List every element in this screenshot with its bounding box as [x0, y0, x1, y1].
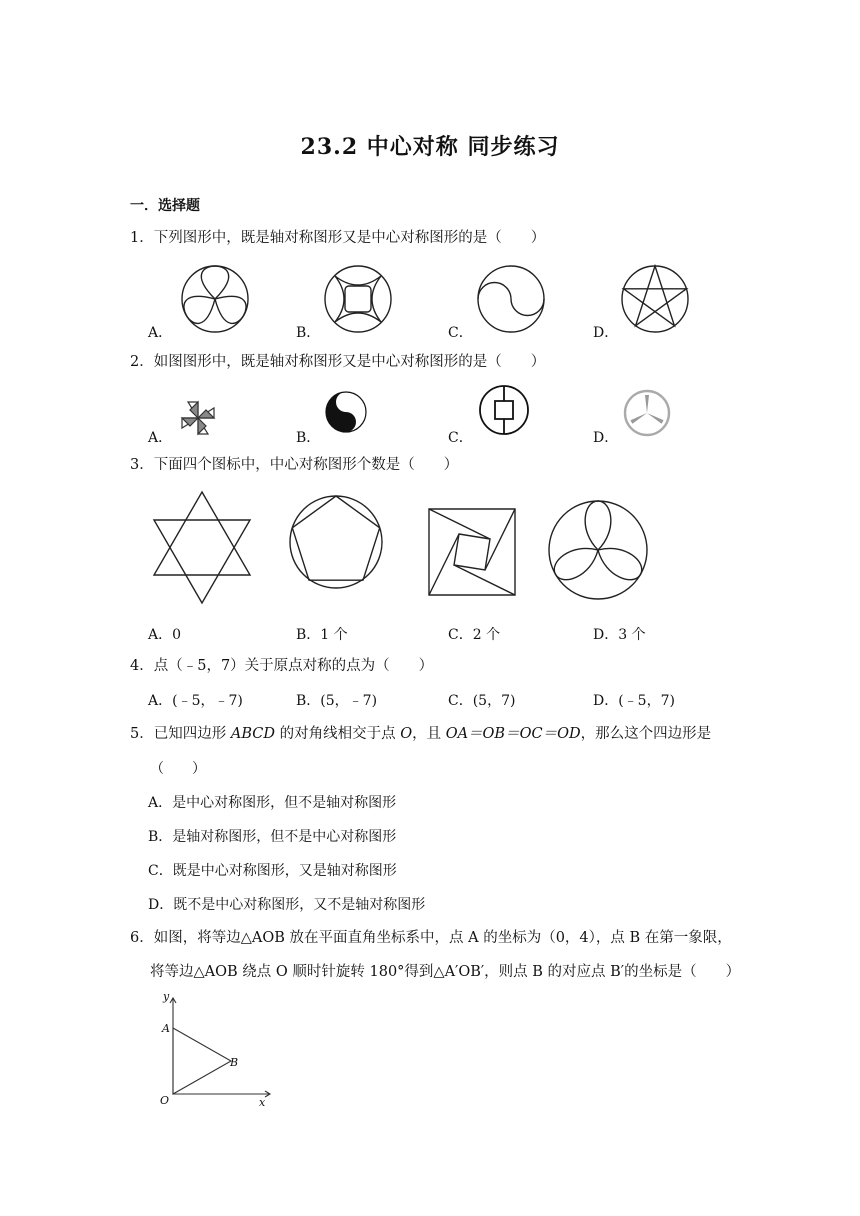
q6-axis-x-label: x [259, 1096, 266, 1109]
q1-option-a: A． [148, 325, 173, 341]
question-6-line-2: 将等边△AOB 绕点 O 顺时针旋转 180°得到△A′OB′，则点 B 的对应点 B′的坐标是（ ） [150, 964, 741, 980]
q2-option-b: B． [296, 430, 321, 446]
q2-option-c: C． [448, 430, 473, 446]
q5-option-b: B．是轴对称图形，但不是中心对称图形 [148, 829, 397, 845]
question-1-stem: 1．下列图形中，既是轴对称图形又是中心对称图形的是（ ） [130, 230, 546, 246]
equal-segments: OA＝OB＝OC＝OD [445, 726, 581, 742]
q4-option-a: A．(﹣5，﹣7) [148, 693, 243, 709]
q2-option-a: A． [148, 430, 173, 446]
q3-option-d: D．3 个 [593, 627, 646, 643]
q3-option-c: C．2 个 [448, 627, 501, 643]
q4-option-d: D．(﹣5，7) [593, 693, 675, 709]
q1-option-b: B． [296, 325, 321, 341]
question-2-stem: 2．如图图形中，既是轴对称图形又是中心对称图形的是（ ） [130, 354, 546, 370]
q5-answer-paren: （ ） [150, 761, 206, 777]
q5-option-a: A．是中心对称图形，但不是轴对称图形 [148, 795, 397, 811]
q3-figure-square-pinwheel [428, 508, 516, 596]
q1-option-d: D． [593, 325, 619, 341]
q4-option-c: C．(5，7) [448, 693, 516, 709]
q6-origin-label: O [160, 1094, 170, 1107]
q3-option-b: B．1 个 [296, 627, 348, 643]
q5-option-c: C．既是中心对称图形，又是轴对称图形 [148, 863, 397, 879]
q6-point-a-label: A [162, 1022, 170, 1035]
q3-figure-pentagon-circle [288, 494, 384, 590]
q1-option-c: C． [448, 325, 473, 341]
q2-figure-b [325, 391, 367, 433]
q1-figure-d [620, 264, 690, 334]
q3-option-a: A．0 [148, 627, 182, 643]
q4-option-b: B．(5，﹣7) [296, 693, 378, 709]
q1-figure-a [180, 264, 250, 334]
q2-figure-a [180, 400, 216, 436]
q5-option-d: D．既不是中心对称图形，又不是轴对称图形 [148, 897, 426, 913]
q6-axis-y-label: y [163, 990, 170, 1003]
question-3-stem: 3．下面四个图标中，中心对称图形个数是（ ） [130, 457, 459, 473]
q2-option-d: D． [593, 430, 619, 446]
question-5-stem: 5．已知四边形 ABCD 的对角线相交于点 O，且 OA＝OB＝OC＝OD，那么这个四边形是 [130, 726, 712, 742]
q1-figure-b [323, 264, 393, 334]
quad-abcd: ABCD [230, 726, 275, 742]
question-4-stem: 4．点（﹣5，7）关于原点对称的点为（ ） [130, 658, 434, 674]
point-o: O [400, 726, 413, 742]
q6-point-b-label: B [230, 1056, 239, 1069]
q2-figure-d [623, 389, 671, 437]
q1-figure-c [476, 264, 546, 334]
q3-figure-circle-petals [548, 500, 648, 600]
q2-figure-c [478, 384, 530, 436]
q3-figure-hexagram [152, 490, 252, 605]
section-heading: 一．选择题 [130, 198, 200, 214]
question-6-line-1: 6．如图，将等边△AOB 放在平面直角坐标系中，点 A 的坐标为（0，4），点 B 在第一象限， [130, 930, 732, 946]
page-title: 23.2 中心对称 同步练习 [300, 134, 560, 160]
